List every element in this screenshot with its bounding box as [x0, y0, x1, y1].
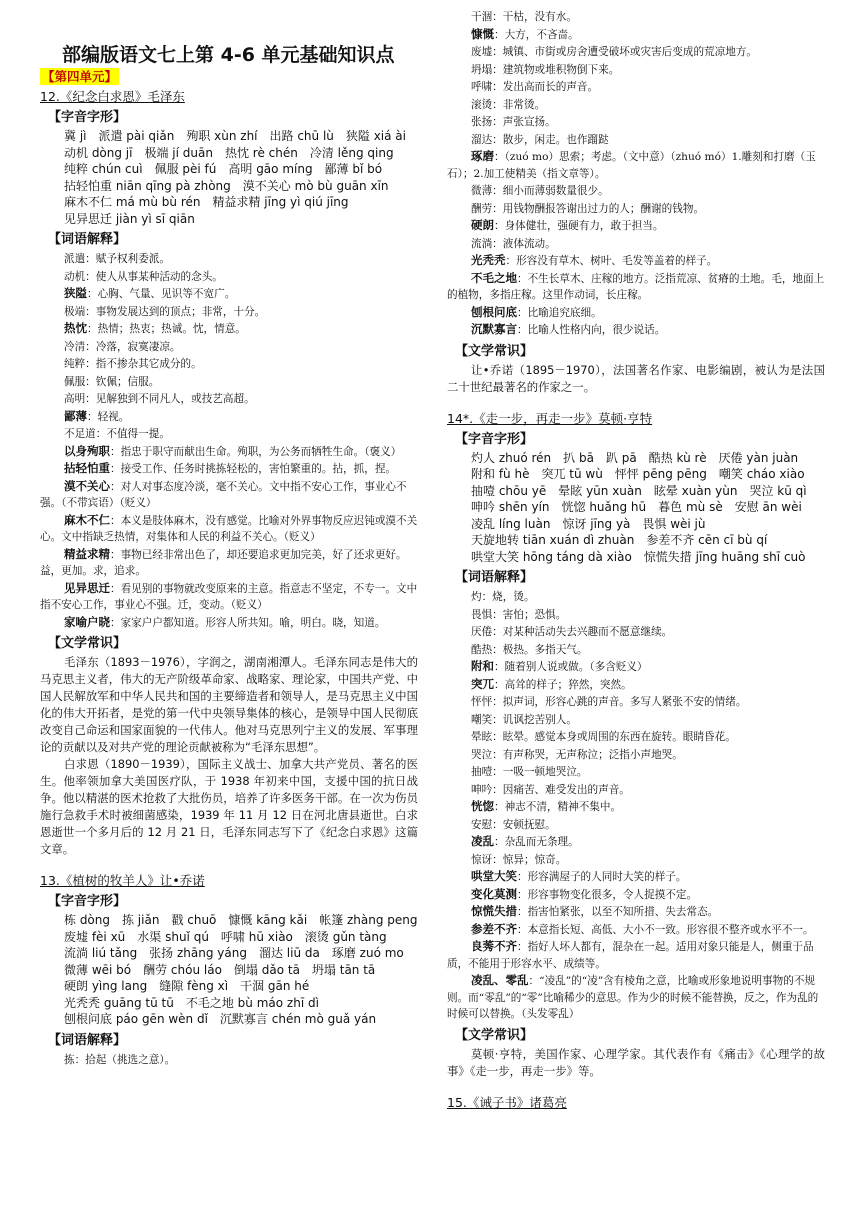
- vocab-entry: 刨根问底：比喻追究底细。: [471, 304, 602, 319]
- lesson-14-vocabulary-list: [447, 588, 825, 1023]
- lesson-14-vocabulary-label: 【词语解释】: [455, 570, 534, 585]
- vocab-entry: 家喻户晓：家家户户都知道。形容人所共知。喻，明白。晓，知道。: [64, 614, 386, 629]
- pronunciation-row: 微薄 wēi bó 酬劳 chóu láo 倒塌 dǎo tā 坍塌 tān tā: [64, 962, 376, 977]
- vocab-entry: 麻木不仁：本义是肢体麻木，没有感觉。比喻对外界事物反应迟钝或漠不关心。文中指缺乏热情，对集体和人民的利益不关心。（贬义）: [40, 512, 418, 543]
- unit-label: 【第四单元】: [42, 69, 118, 84]
- vocab-entry: 不足道：不值得一提。: [64, 428, 170, 440]
- vocab-entry: 鄙薄：轻视。: [64, 408, 130, 423]
- vocab-entry: 狭隘：心胸、气量、见识等不宽广。: [64, 286, 236, 300]
- vocab-entry: 动机：使人从事某种活动的念头。: [64, 270, 223, 283]
- literature-paragraph: 莫顿·亨特，美国作家、心理学家。其代表作有《痛击》《心理学的故事》《走一步，再走一步》等。: [447, 1046, 825, 1078]
- vocab-entry: 哄堂大笑：形容满屋子的人同时大笑的样子。: [471, 869, 687, 883]
- vocab-entry: 佩服：钦佩；信服。: [64, 375, 160, 388]
- vocab-entry: 滚烫：非常烫。: [471, 98, 546, 111]
- lesson-12-pronunciation-label: 【字音字形】: [48, 110, 127, 125]
- vocab-entry: 以身殉职：指忠于职守而献出生命。殉职，为公务而牺牲生命。（褒义）: [64, 443, 402, 458]
- pronunciation-row: 天旋地转 tiān xuán dì zhuàn 参差不齐 cēn cī bù qí: [471, 533, 768, 547]
- pronunciation-row: 冀 jì 派遣 pài qiǎn 殉职 xùn zhí 出路 chū lù 狭隘 xiá ài: [64, 129, 406, 143]
- vocab-entry: 坍塌：建筑物或堆积物倒下来。: [471, 63, 620, 76]
- pronunciation-row: 哄堂大笑 hōng táng dà xiào 惊慌失措 jīng huāng shī cuò: [471, 549, 806, 564]
- vocab-entry: 高明：见解独到不同凡人，或技艺高超。: [64, 393, 255, 405]
- vocab-entry: 呻吟：因痛苦、难受发出的声音。: [471, 783, 630, 796]
- vocab-entry: 拣：拾起（挑选之意）。: [64, 1053, 176, 1066]
- vocab-entry: 凌乱：杂乱而无条理。: [471, 834, 579, 848]
- vocab-entry: 厌倦：对某种活动失去兴趣而不愿意继续。: [471, 626, 673, 638]
- lesson-13-vocabulary-label: 【词语解释】: [48, 1032, 127, 1048]
- pronunciation-row: 麻木不仁 má mù bù rén 精益求精 jīng yì qiú jīng: [64, 195, 349, 209]
- lesson-12-vocabulary-list: [40, 250, 418, 631]
- vocab-entry: 变化莫测：形容事物变化很多，令人捉摸不定。: [471, 886, 698, 901]
- lesson-12-literature-label: 【文学常识】: [48, 636, 127, 651]
- vocab-entry: 恍惚：神志不清，精神不集中。: [471, 799, 622, 813]
- lesson-13-vocabulary-continued: [447, 8, 825, 339]
- vocab-entry: 凌乱、零乱：“凌乱”的“凌”含有棱角之意，比喻或形象地说明事物的不规则。而“零乱”的“零”比喻稀少的意思。作为少的时候不能替换，反之，作为乱的时候可以替换。（头发零乱）: [447, 973, 819, 1020]
- vocab-entry: 慷慨：大方，不吝啬。: [471, 26, 579, 41]
- lesson-13-heading: 13.《植树的牧羊人》让•乔诺: [40, 873, 205, 888]
- pronunciation-row: 刨根问底 páo gēn wèn dǐ 沉默寡言 chén mò guǎ yán: [64, 1012, 377, 1026]
- vocab-entry: 冷清：冷落，寂寞凄凉。: [64, 340, 181, 353]
- vocab-entry: 酬劳：用钱物酬报答谢出过力的人；酬谢的钱物。: [471, 202, 705, 215]
- pronunciation-row: 见异思迁 jiàn yì sī qiān: [64, 211, 195, 226]
- vocab-entry: 硬朗：身体健壮，强硬有力，敢于担当。: [471, 218, 664, 232]
- vocab-entry: 晕眩：眩晕。感觉本身或周围的东西在旋转。眼睛昏花。: [471, 731, 736, 743]
- lesson-14-pronunciation-list: [447, 450, 825, 566]
- lesson-14-heading: 14*.《走一步，再走一步》莫顿·亨特: [447, 410, 653, 426]
- left-column: [40, 8, 418, 1068]
- vocab-entry: 呼啸：发出高而长的声音。: [471, 81, 599, 93]
- vocab-entry: 光秃秃：形容没有草木、树叶、毛发等盖着的样子。: [471, 253, 718, 267]
- lesson-14-pronunciation-label: 【字音字形】: [455, 431, 534, 447]
- literature-paragraph: 让•乔诺（1895－1970），法国著名作家、电影编剧，被认为是法国二十世纪最著名的作家之一。: [447, 362, 825, 394]
- pronunciation-row: 光秃秃 guāng tū tū 不毛之地 bù máo zhī dì: [64, 995, 319, 1010]
- vocab-entry: 派遣：赋予权利委派。: [64, 253, 170, 265]
- vocab-entry: 不毛之地：不生长草木、庄稼的地方。泛指荒凉、贫瘠的土地。毛，地面上的植物，多指庄稼。这里作动词，长庄稼。: [447, 270, 825, 301]
- vocab-entry: 嘲笑：讥讽挖苦别人。: [471, 713, 577, 726]
- vocab-entry: 干涸：干枯，没有水。: [471, 11, 577, 23]
- pronunciation-row: 废墟 fèi xū 水渠 shuǐ qú 呼啸 hū xiào 滚烫 gǔn tàng: [64, 929, 387, 944]
- vocab-entry: 张扬：声张宣扬。: [471, 116, 556, 128]
- lesson-13-literature-label: 【文学常识】: [455, 343, 534, 359]
- pronunciation-row: 栋 dòng 拣 jiǎn 戳 chuō 慷慨 kāng kǎi 帐篷 zhàng peng: [64, 913, 418, 927]
- vocab-entry: 溜达：散步，闲走。也作蹓跶: [471, 133, 609, 146]
- vocab-entry: 琢磨：（zuó mo）思索；考虑。（文中意）（zhuó mó）1.雕刻和打磨（玉石）；2.加工使精美（指文章等）。: [447, 149, 816, 180]
- page-title: 部编版语文七上第 4-6 单元基础知识点: [62, 44, 395, 66]
- lesson-12-pronunciation-list: [40, 128, 418, 227]
- pronunciation-row: 灼人 zhuó rén 扒 bā 趴 pā 酷热 kù rè 厌倦 yàn juàn: [471, 450, 799, 465]
- vocab-entry: 附和：随着别人说或做。（多含贬义）: [471, 659, 648, 673]
- pronunciation-row: 动机 dòng jī 极端 jí duān 热忱 rè chén 冷清 lěng qing: [64, 145, 394, 160]
- right-column: [447, 8, 825, 1111]
- vocab-entry: 抽噎：一吸一顿地哭泣。: [471, 766, 588, 778]
- lesson-15-heading: 15.《诫子书》诸葛亮: [447, 1094, 567, 1110]
- lesson-12-vocabulary-label: 【词语解释】: [48, 232, 127, 247]
- vocab-entry: 惊讶：惊异；惊奇。: [471, 853, 567, 866]
- vocab-entry: 热忱：热情；热衷；热诚。忱，情意。: [64, 321, 246, 335]
- vocab-entry: 怦怦：拟声词，形容心跳的声音。多写人紧张不安的情绪。: [471, 696, 747, 708]
- vocab-entry: 参差不齐：本意指长短、高低、大小不一致。形容很不整齐或水平不一。: [471, 921, 814, 936]
- vocab-entry: 灼：烧，烫。: [471, 591, 535, 603]
- vocab-entry: 酷热：极热。多指天气。: [471, 643, 588, 656]
- vocab-entry: 突兀：高耸的样子；猝然，突然。: [471, 676, 632, 691]
- vocab-entry: 微薄：细小而薄弱数量很少。: [471, 185, 609, 197]
- vocab-entry: 流淌：液体流动。: [471, 237, 556, 250]
- vocab-entry: 沉默寡言：比喻人性格内向，很少说话。: [471, 322, 666, 336]
- vocab-entry: 精益求精：事物已经非常出色了，却还要追求更加完美，好了还求更好。益，更加。求，追求。: [40, 546, 407, 577]
- vocab-entry: 见异思迁：看见别的事物就改变原来的主意。指意志不坚定，不专一。文中指不安心工作，事业心不强。迁，变动。（贬义）: [40, 580, 418, 611]
- literature-paragraph: 毛泽东（1893－1976），字润之，湖南湘潭人。毛泽东同志是伟大的马克思主义者，伟大的无产阶级革命家、战略家、理论家，中国共产党、中国人民解放军和中华人民共和国的主要缔造者和领导人，是马克思主义中国化的伟大开拓者，是党的第一代中央领导集体的核心，是领导中国人民彻底改变自己命运和国家面貌的一代伟人。他对马克思列宁主义的发展、军事理论的贡献以及对共产党的理论贡献被称为“毛泽东思想”。: [40, 655, 418, 754]
- lesson-13-pronunciation-label: 【字音字形】: [48, 894, 127, 909]
- pronunciation-row: 抽噎 chōu yē 晕眩 yūn xuàn 眩晕 xuàn yùn 哭泣 kū qì: [471, 483, 807, 498]
- literature-paragraph: 白求恩（1890－1939），国际主义战士、加拿大共产党员、著名的医生。他率领加拿大美国医疗队，于 1938 年初来中国，支援中国的抗日战争。他以精湛的医术抢救了大批伤员，培养了许多医务干部。在一次为伤员施行急救手术时被细菌感染，1939 年 11 月 12 日在河北唐县逝世。白求恩逝世一个多月后的 12 月 21 日，毛泽东同志写下了《纪念白求恩》这篇文章。: [40, 757, 418, 856]
- vocab-entry: 拈轻怕重：接受工作、任务时挑拣轻松的，害怕繁重的。拈，抓，捏。: [64, 461, 397, 475]
- vocab-entry: 漠不关心：对人对事态度冷淡，毫不关心。文中指不安心工作，事业心不强。（不带宾语）（贬义）: [40, 478, 407, 509]
- vocab-entry: 良莠不齐：指好人坏人都有，混杂在一起。适用对象只能是人，侧重于品质，不能用于形容水平、成绩等。: [447, 939, 814, 970]
- pronunciation-row: 纯粹 chún cuì 佩服 pèi fú 高明 gāo míng 鄙薄 bǐ bó: [64, 162, 383, 176]
- vocab-entry: 安慰：安顿抚慰。: [471, 818, 556, 831]
- pronunciation-row: 拈轻怕重 niān qīng pà zhòng 漠不关心 mò bù guān xīn: [64, 178, 389, 193]
- pronunciation-row: 硬朗 yìng lang 缝隙 fèng xì 干涸 gān hé: [64, 979, 310, 993]
- lesson-12-heading: 12.《纪念白求恩》毛泽东: [40, 89, 185, 104]
- vocab-entry: 畏惧：害怕；恐惧。: [471, 608, 567, 621]
- vocab-entry: 纯粹：指不掺杂其它成分的。: [64, 358, 202, 370]
- pronunciation-row: 流淌 liú tǎng 张扬 zhāng yáng 溜达 liū da 琢磨 zuó mo: [64, 946, 404, 960]
- vocab-entry: 废墟：城镇、市街或房舍遭受破坏或灾害后变成的荒凉地方。: [471, 46, 758, 58]
- vocab-entry: 极端：事物发展达到的顶点；非常，十分。: [64, 305, 266, 318]
- vocab-entry: 哭泣：有声称哭，无声称泣；泛指小声地哭。: [471, 748, 683, 761]
- pronunciation-row: 附和 fù hè 突兀 tū wù 怦怦 pēng pēng 嘲笑 cháo xiào: [471, 467, 805, 481]
- lesson-13-pronunciation-list: [40, 912, 418, 1028]
- pronunciation-row: 凌乱 líng luàn 惊讶 jīng yà 畏惧 wèi jù: [471, 516, 706, 531]
- lesson-14-literature-label: 【文学常识】: [455, 1027, 534, 1043]
- vocab-entry: 惊慌失措：指害怕紧张，以至不知所措、失去常态。: [471, 904, 719, 918]
- pronunciation-row: 呻吟 shēn yín 恍惚 huǎng hū 暮色 mù sè 安慰 ān wèi: [471, 500, 802, 514]
